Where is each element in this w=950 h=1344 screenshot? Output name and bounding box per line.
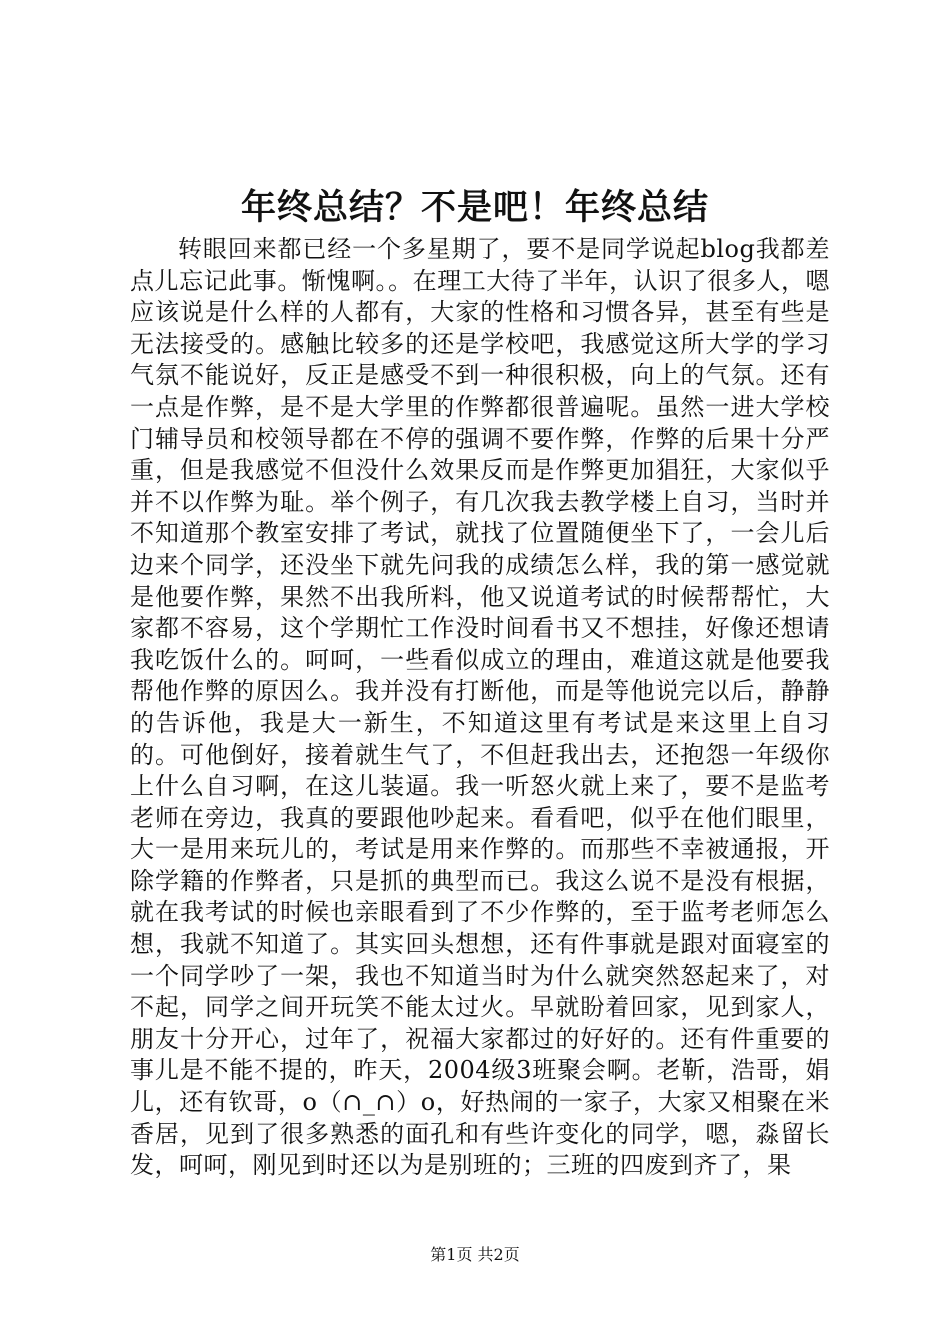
document-title: 年终总结？不是吧！年终总结 — [240, 187, 709, 228]
page-number-footer: 第1页 共2页 — [430, 1245, 520, 1264]
document-body-paragraph: 转眼回来都已经一个多星期了，要不是同学说起blog我都差点儿忘记此事。惭愧啊。。在理工大待了半年，认识了很多人，嗯应该说是什么样的人都有，大家的性格和习惯各异，甚至有些是无法接受的。感触比较多的还是学校吧，我感觉这所大学的学习气氛不能说好，反正是感受不到一种很积极，向上的气氛。还有一点是作弊，是不是大学里的作弊都很普遍呢。虽然一进大学校门辅导员和校领导都在不停的强调不要作弊，作弊的后果十分严重，但是我感觉不但没什么效果反而是作弊更加猖狂，大家似乎并不以作弊为耻。举个例子，有几次我去教学楼上自习，当时并不知道那个教室安排了考试，就找了位置随便坐下了，一会儿后边来个同学，还没坐下就先问我的成绩怎么样，我的第一感觉就是他要作弊，果然不出我所料，他又说道考试的时候帮帮忙，大家都不容易，这个学期忙工作没时间看书又不想挂，好像还想请我吃饭什么的。呵呵，一些看似成立的理由，难道这就是他要我帮他作弊的原因么。我并没有打断他，而是等他说完以后，静静的告诉他，我是大一新生，不知道这里有考试是来这里上自习的。可他倒好，接着就生气了，不但赶我出去，还抱怨一年级你上什么自习啊，在这儿装逼。我一听怒火就上来了，要不是监考老师在旁边，我真的要跟他吵起来。看看吧，似乎在他们眼里，大一是用来玩儿的，考试是用来作弊的。而那些不幸被通报，开除学籍的作弊者，只是抓的典型而已。我这么说不是没有根据，就在我考试的时候也亲眼看到了不少作弊的，至于监考老师怎么想，我就不知道了。其实回头想想，还有件事就是跟对面寝室的一个同学吵了一架，我也不知道当时为什么就突然怒起来了，对不起，同学之间开玩笑不能太过火。早就盼着回家，见到家人，朋友十分开心，过年了，祝福大家都过的好好的。还有件重要的事儿是不能不提的，昨天，2004级3班聚会啊。老靳，浩哥，娟儿，还有钦哥，o（∩_∩）o，好热闹的一家子，大家又相聚在米香居，见到了很多熟悉的面孔和有些许变化的同学，嗯，淼留长发，呵呵，刚见到时还以为是别班的；三班的四废到齐了，果 — [130, 235, 830, 1180]
